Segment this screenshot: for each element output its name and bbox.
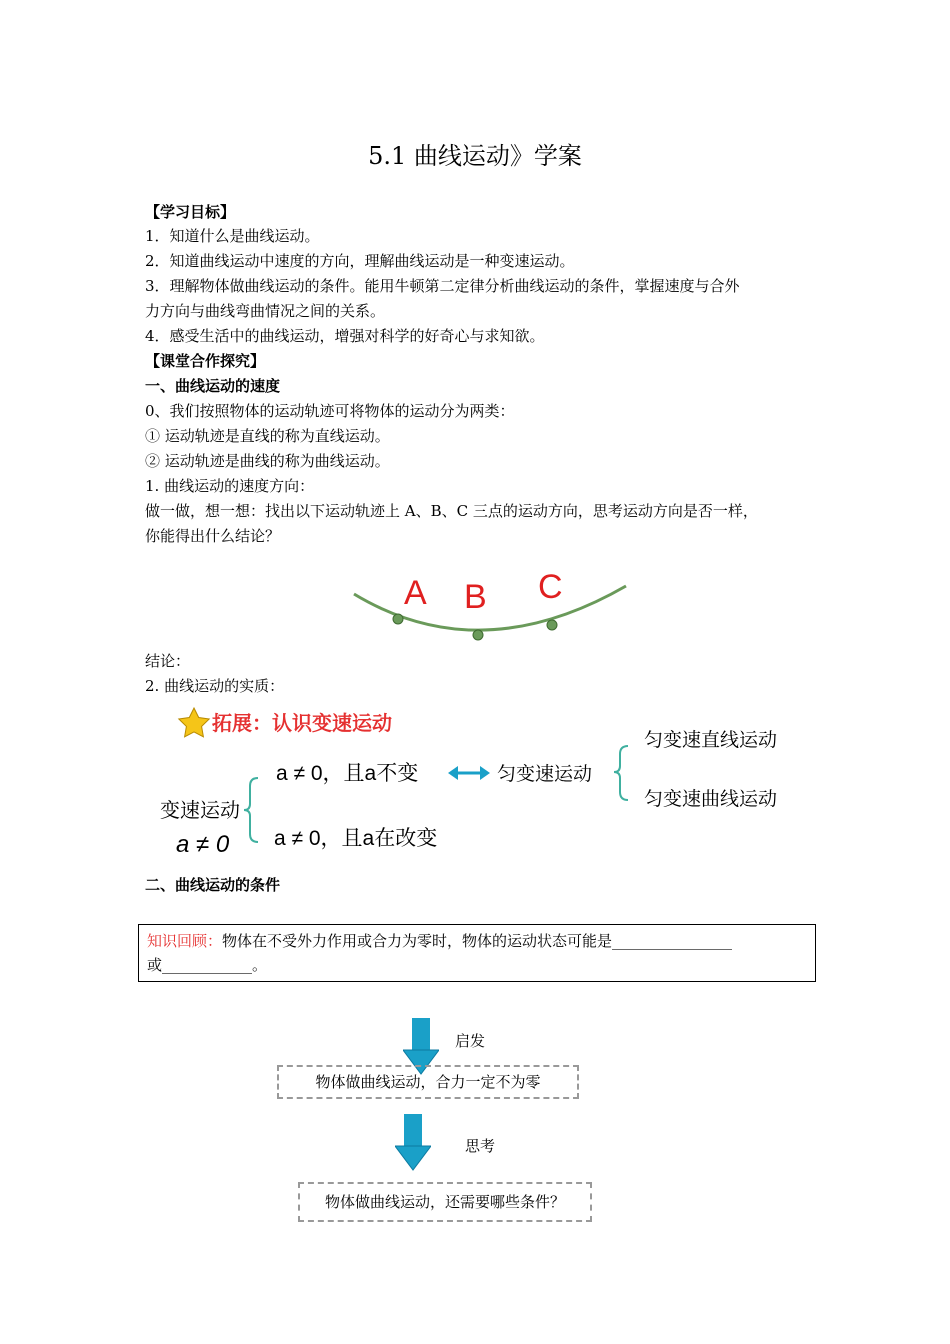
explore-line: ② 运动轨迹是曲线的称为曲线运动。 — [145, 452, 390, 470]
curve-figure — [340, 560, 640, 650]
condition-box-1 — [277, 1065, 579, 1099]
review-text: 物体在不受外力作用或合力为零时，物体的运动状态可能是________________ — [222, 932, 733, 950]
page-title: 5.1 曲线运动》学案 — [368, 142, 582, 170]
condition-text-1: 物体做曲线运动，合力一定不为零 — [315, 1073, 541, 1091]
uniform-accel-label: 匀变速运动 — [497, 764, 593, 785]
objective-item: 力方向与曲线弯曲情况之间的关系。 — [145, 302, 386, 320]
down-arrow-icon — [395, 1114, 431, 1172]
label-a: A — [404, 574, 427, 612]
explore-line: ① 运动轨迹是直线的称为直线运动。 — [145, 427, 390, 445]
sub-linear-label: 匀变速直线运动 — [644, 730, 778, 751]
explore-line: 1. 曲线运动的速度方向： — [145, 477, 315, 495]
section1-heading: 一、曲线运动的速度 — [145, 377, 281, 395]
label-b: B — [464, 578, 487, 616]
essence-label: 2. 曲线运动的实质： — [145, 677, 285, 695]
objective-item: 2．知道曲线运动中速度的方向，理解曲线运动是一种变速运动。 — [145, 252, 575, 270]
review-label: 知识回顾： — [147, 932, 223, 950]
objectives-heading: 【学习目标】 — [145, 203, 236, 221]
review-box — [138, 924, 816, 982]
left-bracket — [244, 778, 258, 842]
condition-text-2: 物体做曲线运动，还需要哪些条件？ — [324, 1193, 565, 1211]
explore-heading: 【课堂合作探究】 — [145, 352, 266, 370]
label-c: C — [538, 568, 563, 606]
point-b — [473, 630, 483, 640]
hint-inspire: 启发 — [455, 1032, 486, 1050]
expand-title: 拓展：认识变速运动 — [212, 713, 392, 735]
section2-heading: 二、曲线运动的条件 — [145, 876, 281, 894]
point-a — [393, 614, 403, 624]
review-text-2: 或____________。 — [147, 956, 268, 974]
variable-motion-diagram — [150, 700, 830, 865]
condition-box-2 — [298, 1182, 592, 1222]
objective-item: 3．理解物体做曲线运动的条件。能用牛顿第二定律分析曲线运动的条件，掌握速度与合外 — [145, 277, 740, 295]
root-condition: a ≠ 0 — [176, 831, 230, 858]
conclusion-label: 结论： — [145, 652, 191, 670]
point-c — [547, 620, 557, 630]
star-icon — [179, 708, 209, 737]
hint-think: 思考 — [465, 1137, 496, 1155]
objective-item: 4．感受生活中的曲线运动，增强对科学的好奇心与求知欲。 — [145, 327, 545, 345]
trajectory-curve — [354, 586, 626, 630]
right-bracket — [614, 746, 628, 800]
double-arrow-icon — [448, 766, 490, 780]
explore-line: 做一做，想一想：找出以下运动轨迹上 A、B、C 三点的运动方向，思考运动方向是否一样， — [145, 502, 758, 520]
branch2-label: a ≠ 0，且a在改变 — [274, 827, 438, 850]
explore-line: 你能得出什么结论？ — [145, 527, 281, 545]
explore-line: 0、我们按照物体的运动轨迹可将物体的运动分为两类： — [145, 402, 515, 420]
root-label: 变速运动 — [160, 800, 240, 822]
branch1-label: a ≠ 0，且a不变 — [276, 762, 419, 785]
sub-curve-label: 匀变速曲线运动 — [644, 789, 778, 810]
objective-item: 1．知道什么是曲线运动。 — [145, 227, 320, 245]
